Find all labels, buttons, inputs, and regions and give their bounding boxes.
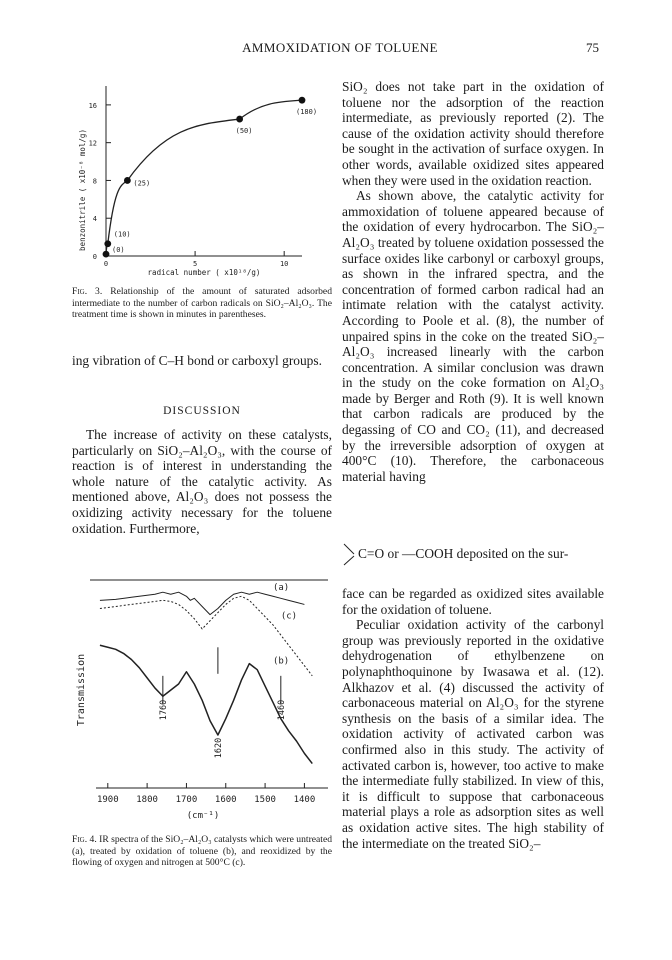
fig3-data-point bbox=[299, 97, 306, 104]
fig3-y-tick-label: 12 bbox=[88, 139, 97, 148]
fig4-y-axis-label: Transmission bbox=[76, 653, 87, 727]
fig3-data-point bbox=[103, 251, 110, 258]
fig3-caption: Relationship of the amount of saturated adsorbed intermediate to the number of carbon radicals on SiO₂–Al₂O₃. The treatment time is shown in minutes in parentheses. bbox=[72, 286, 332, 320]
fig3-y-tick-label: 0 bbox=[92, 253, 97, 261]
cooh-text: C=O or —COOH deposited on the sur- bbox=[358, 546, 569, 562]
fig3-data-point bbox=[236, 116, 243, 123]
fig4-x-axis-label: (cm⁻¹) bbox=[186, 811, 220, 821]
fig3-x-tick-label: 10 bbox=[279, 260, 289, 268]
fig4-caption-label: Fig. 4. bbox=[72, 834, 97, 845]
right-paragraph-1: SiO₂ does not take part in the oxidation of toluene nor the adsorption of the reaction intermediate, as previously reported (2). The cause of the oxidation activity should therefore be sought in the activation of surface oxygen. In other words, available oxidized sites appeared when they were used in the oxidation reaction. bbox=[342, 79, 604, 188]
fig4-x-tick-label: 1400 bbox=[293, 795, 316, 805]
carbonyl-bond-symbol bbox=[342, 542, 358, 568]
right-text-top bbox=[342, 79, 604, 484]
fig4-curve-label: (c) bbox=[280, 611, 298, 622]
left-paragraph-continued: ing vibration of C–H bond or carboxyl groups. bbox=[72, 353, 322, 368]
fig4-caption: IR spectra of the SiO₂–Al₂O₃ catalysts which were untreated (a), treated by oxidation of toluene (b), and reoxidized by the flowing of oxygen and nitrogen at 500°C (c). bbox=[72, 834, 332, 868]
fig3-y-axis-label: benzonitrile ( x10⁻⁸ mol/g) bbox=[78, 129, 87, 251]
fig3-data-point bbox=[124, 177, 131, 184]
running-title: AMMOXIDATION OF TOLUENE bbox=[242, 40, 438, 55]
fig4-caption-block bbox=[72, 834, 332, 869]
left-text-discussion bbox=[72, 427, 332, 536]
fig4-x-tick-label: 1800 bbox=[136, 795, 158, 805]
fig3-y-ticks bbox=[89, 102, 111, 261]
fig4-x-tick-label: 1700 bbox=[175, 795, 198, 805]
fig3-points bbox=[103, 97, 317, 258]
fig4-x-tick-label: 1900 bbox=[96, 795, 119, 805]
right-paragraph-2: As shown above, the catalytic activity for ammoxidation of toluene appeared because of the oxidation of every hydrocarbon. The SiO₂–Al₂O₃ treated by toluene oxidation possessed the surface oxides like carbonyl or carboxyl groups, as shown in the infrared spectra, and the concentration of formed carbon radical had an intimate relation with the catalyst activity. According to Poole et al. (8), the number of unpaired spins in the coke on the treated SiO₂–Al₂O₃ increased linearly with the carbon concentration. A similar conclusion was drawn in the study on the coke formation on Al₂O₃ made by Berger and Roth (9). It is well known that carbon radicals are produced by the degassing of CO and CO₂ (11), and decreased by the irreversible adsorption of oxygen at 400°C (10). Therefore, the carbonaceous material having bbox=[342, 188, 604, 484]
left-paragraph-discussion: The increase of activity on these catalysts, particularly on SiO₂–Al₂O₃, with the course of reaction is of interest in understanding the whole nature of the catalytic activity. As mentioned above, Al₂O₃ does not possess the oxidizing activity necessary for the toluene oxidation. Furthermore, bbox=[72, 427, 332, 536]
fig3-caption-block bbox=[72, 286, 332, 321]
fig3-x-ticks bbox=[104, 251, 289, 268]
right-text-bottom bbox=[342, 586, 604, 851]
fig4-curve-label: (a) bbox=[272, 583, 290, 594]
fig3-y-tick-label: 16 bbox=[88, 101, 97, 110]
fig3-axes bbox=[106, 86, 302, 256]
fig4-band-markers bbox=[158, 647, 290, 759]
page-number: 75 bbox=[586, 40, 599, 55]
fig4-x-tick-label: 1500 bbox=[254, 795, 276, 805]
fig4-band-label: 1460 bbox=[276, 699, 287, 721]
fig4-curve-label: (b) bbox=[272, 656, 290, 667]
right-paragraph-3: face can be regarded as oxidized sites available for the oxidation of toluene. bbox=[342, 586, 604, 617]
cooh-line bbox=[342, 542, 604, 568]
fig3-x-tick-label: 5 bbox=[192, 260, 198, 268]
fig3-y-tick-label: 8 bbox=[92, 177, 97, 186]
fig3-point-label: (180) bbox=[296, 108, 318, 117]
fig3-curve bbox=[106, 100, 302, 254]
fig3-data-point bbox=[104, 240, 111, 247]
fig3-point-label: (25) bbox=[133, 179, 151, 188]
page-header bbox=[0, 40, 672, 60]
fig3-caption-label: Fig. 3. bbox=[72, 286, 103, 297]
fig3-point-label: (0) bbox=[112, 246, 125, 255]
fig3-y-tick-label: 4 bbox=[92, 215, 97, 224]
fig4-chart bbox=[70, 560, 336, 828]
fig4-band-label: 1620 bbox=[213, 737, 224, 759]
fig3-point-label: (10) bbox=[113, 230, 131, 239]
fig3-x-axis-label: radical number ( x10¹⁸/g) bbox=[147, 268, 261, 277]
fig4-x-tick-label: 1600 bbox=[214, 795, 237, 805]
left-text-continued bbox=[72, 353, 332, 369]
discussion-heading: DISCUSSION bbox=[163, 405, 241, 417]
fig4-x-ticks bbox=[97, 783, 315, 805]
fig4-curve-a bbox=[100, 592, 304, 614]
fig3-x-tick-label: 0 bbox=[103, 260, 109, 268]
fig4-curves bbox=[100, 583, 312, 763]
fig3-point-label: (50) bbox=[235, 127, 253, 136]
right-paragraph-4: Peculiar oxidation activity of the carbonyl group was previously reported in the oxidative dehydrogenation of ethylbenzene on polynaphthoquinone by Iwasawa et al. (12). Alkhazov et al. (4) discussed the activity of carbonaceous material on Al₂O₃ for the styrene synthesis on the basis of a similar idea. The oxidation activity of activated carbon was confirmed also in this study. The activity of activated carbon is, however, too active to make the intermediate fully stabilized. In view of this, it is difficult to suppose that carbonaceous material plays a role as adsorption sites as well as oxidation active sites. The high stability of the intermediate on the treated SiO₂– bbox=[342, 617, 604, 851]
fig3-chart bbox=[72, 78, 334, 280]
fig4-band-label: 1760 bbox=[158, 699, 169, 721]
